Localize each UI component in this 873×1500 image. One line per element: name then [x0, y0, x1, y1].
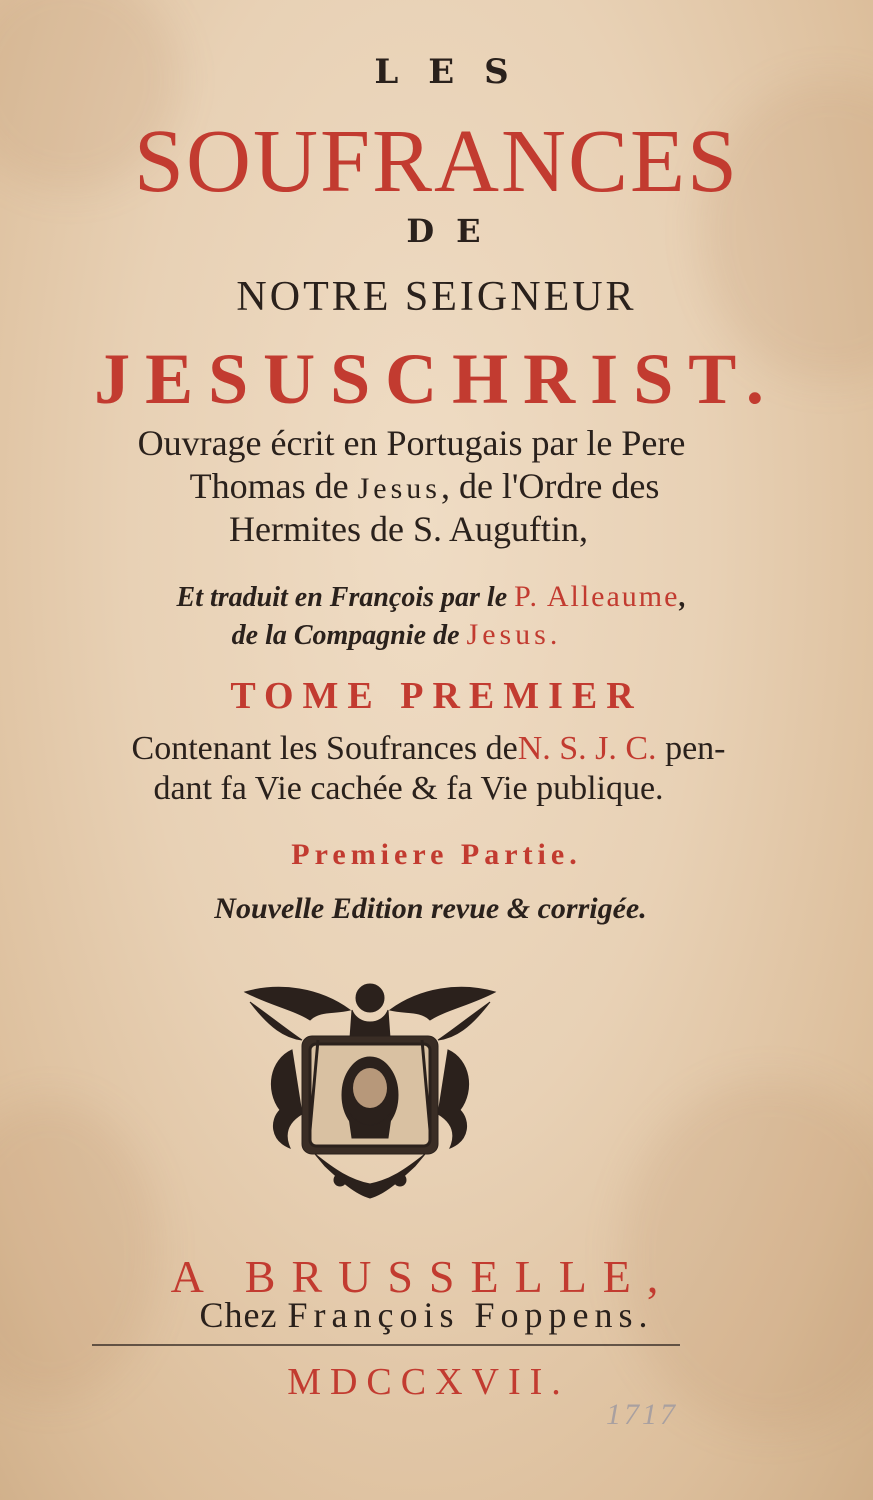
- translator-line-1: Et traduit en François par le P. Alleaume,: [176, 580, 687, 613]
- title-notre-seigneur: NOTRE SEIGNEUR: [236, 274, 637, 320]
- imprint-publisher: Chez François Foppens.: [199, 1295, 654, 1335]
- imprint-place: A BRUSSELLE,: [170, 1251, 675, 1302]
- tome-heading: TOME PREMIER: [230, 675, 643, 717]
- author-line-1: Ouvrage écrit en Portugais par le Pere: [137, 423, 686, 463]
- imprint-date: MDCCXVII.: [287, 1361, 570, 1403]
- imprint-rule: [92, 1344, 680, 1346]
- title-jesuschrist: JESUSCHRIST.: [94, 339, 779, 419]
- main-title: SOUFRANCES: [133, 112, 740, 211]
- edition-note: Nouvelle Edition revue & corrigée.: [214, 892, 647, 925]
- contents-line-2: dant fa Vie cachée & fa Vie publique.: [153, 770, 664, 807]
- author-line-3: Hermites de S. Auguftin,: [229, 509, 588, 549]
- pencil-annotation: 1717: [606, 1398, 678, 1431]
- partie-heading: Premiere Partie.: [291, 838, 582, 871]
- title-de: DE: [406, 212, 503, 250]
- title-les: LES: [374, 52, 539, 92]
- translator-line-2: de la Compagnie de Jesus.: [231, 618, 562, 651]
- printers-ornament-icon: [240, 980, 500, 1202]
- author-line-2: Thomas de Jesus, de l'Ordre des: [189, 466, 660, 506]
- contents-line-1: Contenant les Soufrances deN. S. J. C. pen-: [131, 730, 726, 767]
